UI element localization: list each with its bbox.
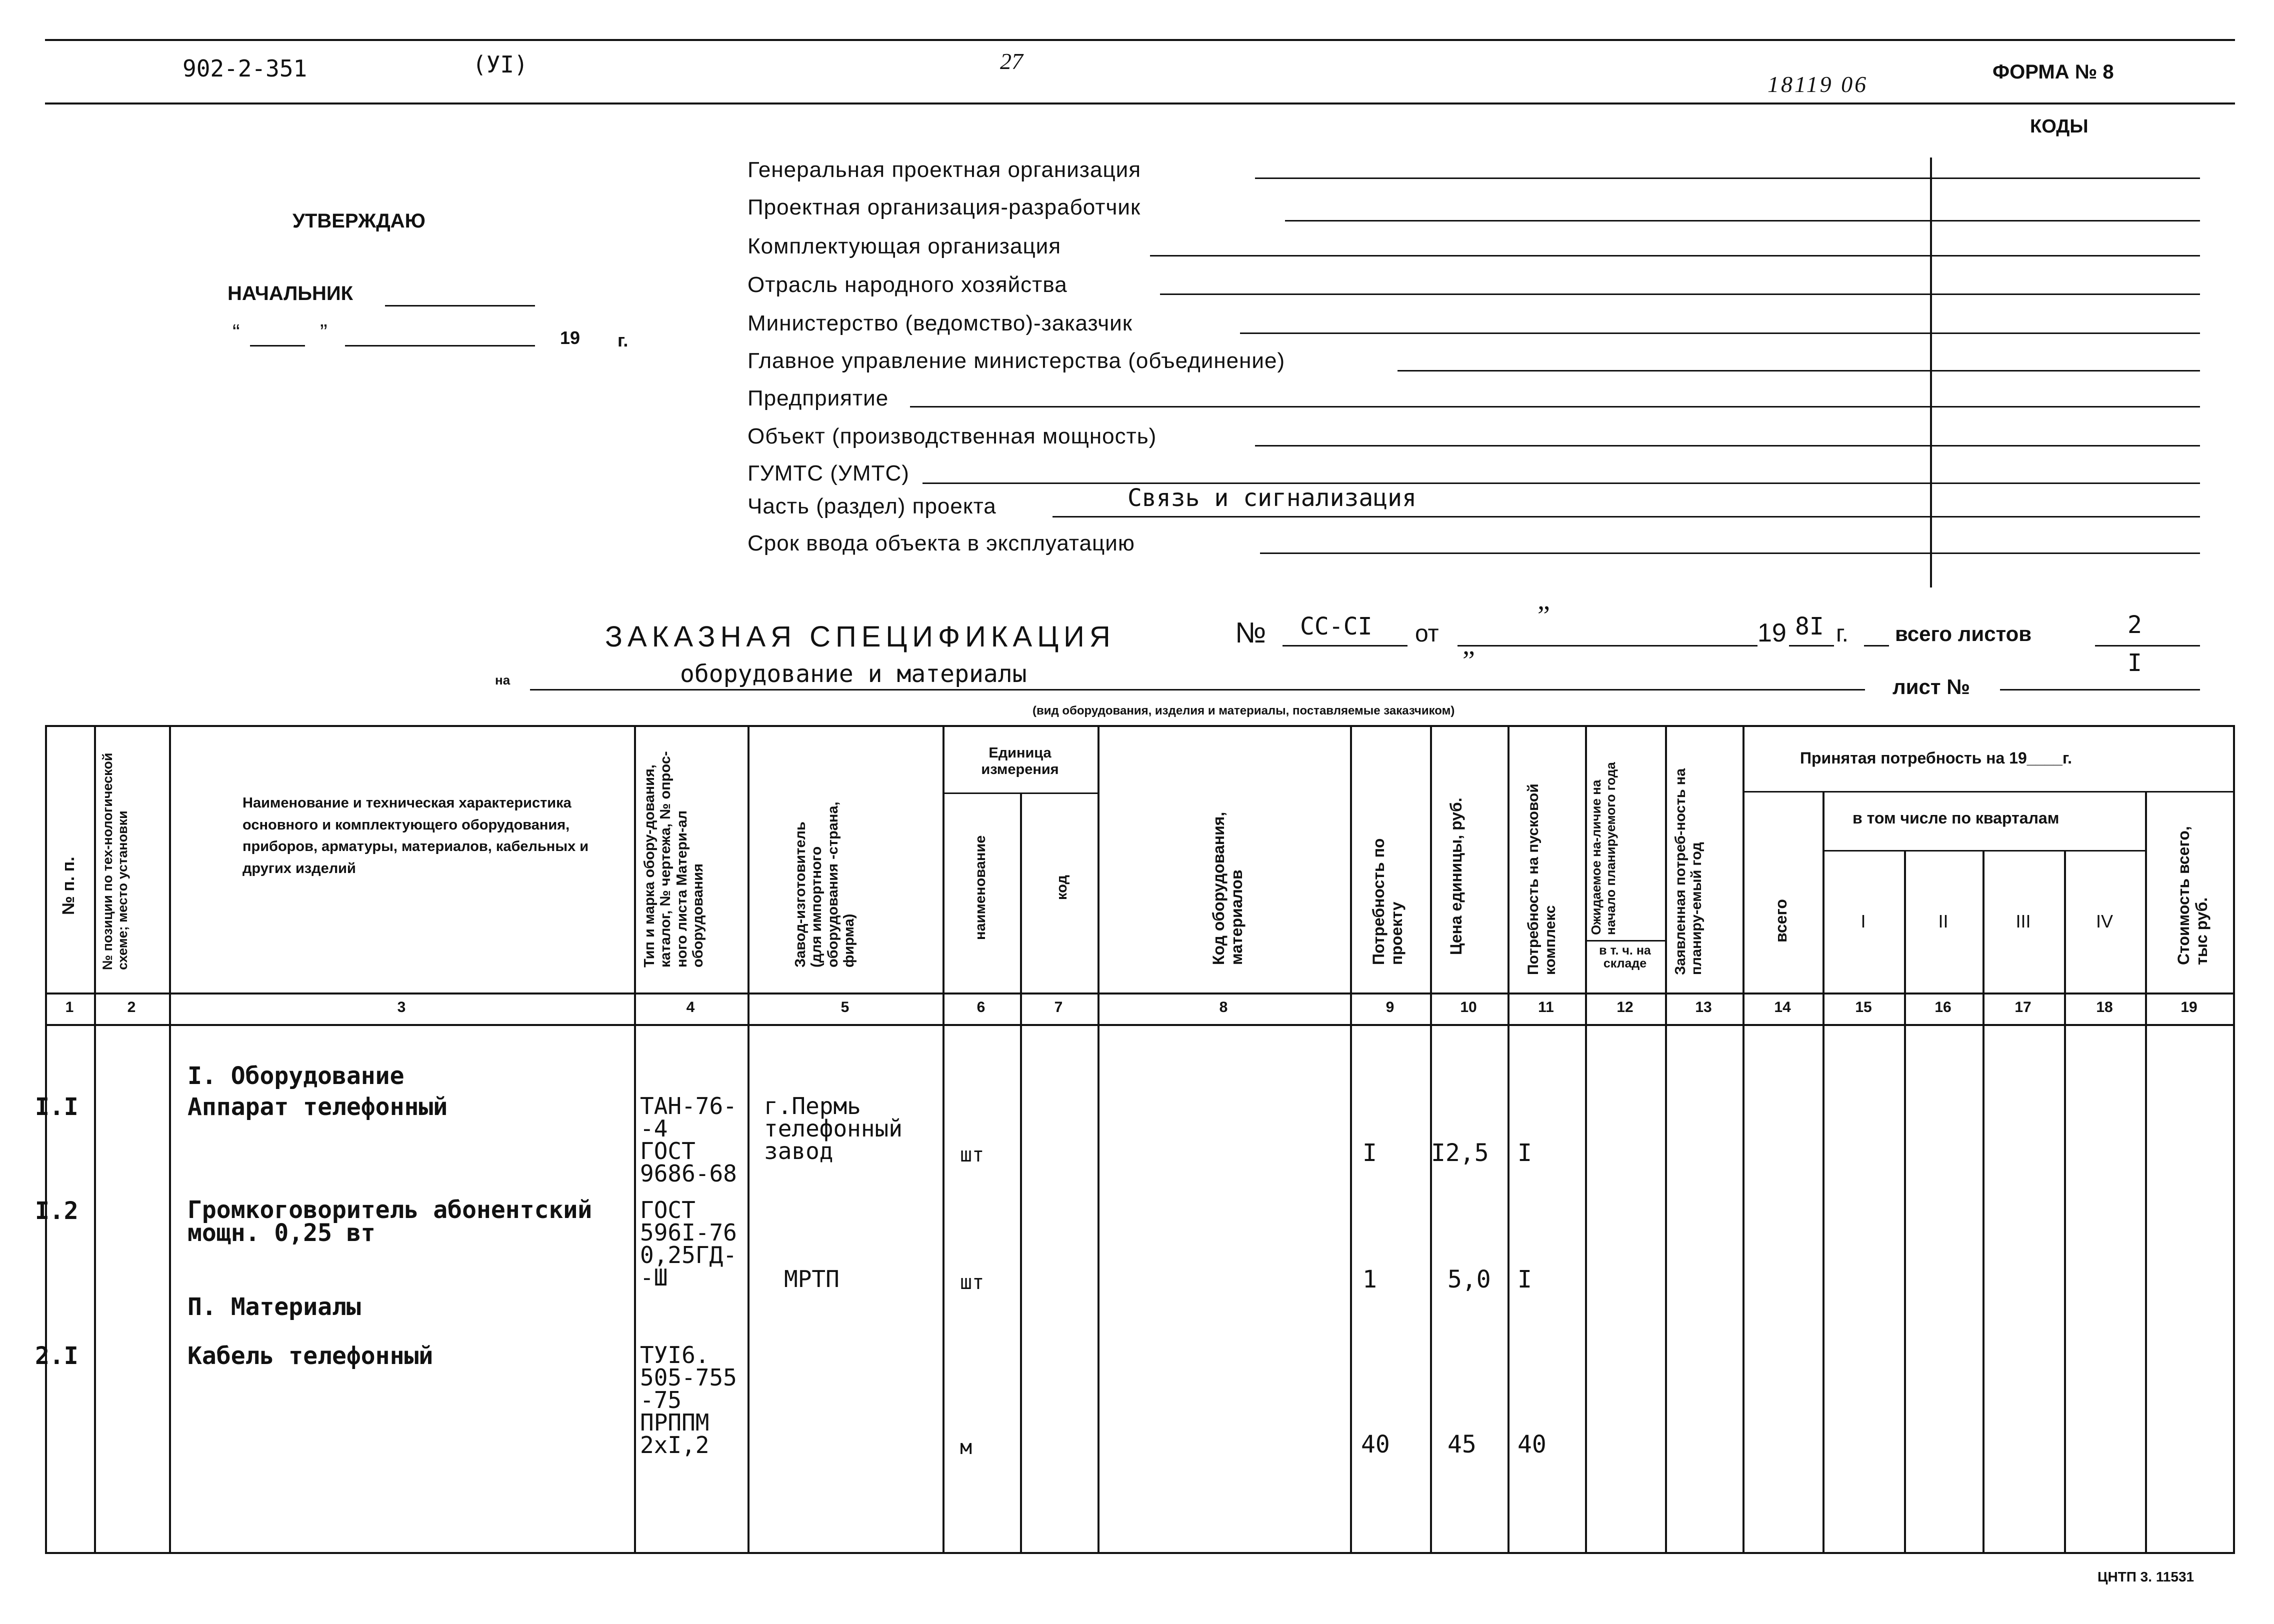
date-quote-close: ” xyxy=(320,320,328,344)
chief-signature-line xyxy=(385,305,535,306)
col-number: 9 xyxy=(1386,999,1394,1016)
item-price: 5,0 xyxy=(1448,1266,1491,1294)
col-number: 2 xyxy=(127,999,136,1016)
top-rule xyxy=(45,39,2235,41)
item-price: I2,5 xyxy=(1431,1139,1489,1167)
spec-year-prefix: 19 xyxy=(1758,618,1786,648)
header-material-code: Код оборудования, материалов xyxy=(1210,812,1246,965)
col-number: 19 xyxy=(2180,999,2198,1016)
item-start: I xyxy=(1518,1266,1532,1294)
col-line xyxy=(169,725,171,1552)
item-unit: шт xyxy=(960,1144,984,1166)
footer-code: ЦНТП 3. 11531 xyxy=(2098,1569,2194,1584)
col-line xyxy=(1982,850,1984,1552)
col-line xyxy=(1822,791,1824,1552)
spec-date-quote: ” xyxy=(1538,600,1550,632)
spec-date-line xyxy=(1458,645,1758,646)
col-line xyxy=(1350,725,1352,1552)
org-label: Министерство (ведомство)-заказчик xyxy=(748,311,1132,336)
col-line xyxy=(1098,725,1100,1552)
inventory-number: 18119 06 xyxy=(1768,72,1868,97)
col-number: 15 xyxy=(1855,999,1872,1016)
org-label: Комплектующая организация xyxy=(748,234,1062,258)
org-label: Часть (раздел) проекта xyxy=(748,494,996,518)
total-sheets-label: всего листов xyxy=(1895,622,2032,646)
stock-sub-rule xyxy=(1585,940,1665,942)
col-number: 8 xyxy=(1219,999,1228,1016)
date-day-line xyxy=(250,345,305,346)
col-number: 11 xyxy=(1538,999,1554,1016)
date-month-line xyxy=(345,345,535,346)
table-bottom-rule xyxy=(45,1552,2235,1554)
date-year-prefix: 19 xyxy=(560,328,580,348)
sheet-number-line xyxy=(2000,689,2200,690)
col-number: 17 xyxy=(2014,999,2032,1016)
item-plant: г.Пермь телефонный завод xyxy=(764,1092,902,1165)
chief-label: НАЧАЛЬНИК xyxy=(228,282,354,304)
subject-prefix: на xyxy=(495,672,510,688)
item-price: 45 xyxy=(1448,1430,1476,1458)
org-line xyxy=(1255,178,2200,179)
org-line xyxy=(1260,552,2200,554)
org-line xyxy=(1160,294,2200,295)
header-cost: Стоимость всего, тыс руб. xyxy=(2174,826,2210,965)
org-label: Главное управление министерства (объединение) xyxy=(748,348,1286,373)
subject-value: оборудование и материалы xyxy=(680,660,1027,688)
item-start: I xyxy=(1518,1139,1532,1167)
col-line xyxy=(1508,725,1510,1552)
col-number: 6 xyxy=(976,999,986,1016)
header-stock: в т. ч. на складе xyxy=(1599,944,1651,971)
item-type: ГОСТ 596I-76 0,25ГД- -Ш xyxy=(640,1196,737,1292)
item-name: Аппарат телефонный xyxy=(188,1093,448,1121)
header-quarters: в том числе по кварталам xyxy=(1852,809,2060,827)
sheet-number-label: лист № xyxy=(1892,675,1970,698)
col-line xyxy=(2145,791,2147,1552)
col-line xyxy=(2233,725,2235,1552)
col-number: 13 xyxy=(1695,999,1712,1016)
date-year-suffix: г. xyxy=(618,330,628,350)
item-type: ТУI6. 505-755 -75 ПРППМ 2хI,2 xyxy=(640,1342,737,1459)
header-total: всего xyxy=(1772,899,1790,942)
org-label: Отрасль народного хозяйства xyxy=(748,272,1068,297)
codes-label: КОДЫ xyxy=(2030,116,2088,137)
header-declared: Заявленная потреб-ность на планиру-емый год xyxy=(1672,768,1705,975)
org-line xyxy=(1398,370,2200,372)
col-number: 5 xyxy=(840,999,850,1016)
org-label: Предприятие xyxy=(748,386,889,410)
page-number: 27 xyxy=(1000,48,1023,74)
spec-year: 8I xyxy=(1795,612,1824,640)
header-q1: I xyxy=(1860,911,1866,932)
spec-number-line xyxy=(1282,645,1408,646)
item-name: Громкоговоритель абонентский мощн. 0,25 вт xyxy=(188,1196,592,1247)
header-rule xyxy=(45,102,2235,104)
org-line xyxy=(1240,332,2200,334)
col-number: 16 xyxy=(1934,999,1952,1016)
col-line xyxy=(1020,792,1022,1552)
item-start: 40 xyxy=(1518,1430,1546,1458)
org-line xyxy=(1285,220,2200,222)
org-line xyxy=(910,406,2200,408)
header-name: Наименование и техническая характеристика основного и комплектующего оборудования, приборов, арматуры, материалов, кабельных и других изделий xyxy=(242,795,589,876)
col-line xyxy=(1430,725,1432,1552)
row-number: I.I xyxy=(35,1093,78,1121)
total-sheets-line xyxy=(2095,645,2200,646)
table-number-rule xyxy=(45,1024,2235,1026)
col-number: 10 xyxy=(1460,999,1477,1016)
header-unit: Единица измерения xyxy=(981,745,1059,778)
codes-column-divider xyxy=(1930,158,1932,588)
org-line xyxy=(1150,255,2200,256)
org-line xyxy=(922,482,2200,484)
spec-from-label: от xyxy=(1415,620,1439,647)
spec-title: ЗАКАЗНАЯ СПЕЦИФИКАЦИЯ xyxy=(605,620,1116,653)
header-row-number: № п. п. xyxy=(59,856,78,915)
org-line xyxy=(1052,516,2200,518)
subject-caption: (вид оборудования, изделия и материалы, поставляемые заказчиком) xyxy=(1032,704,1455,718)
subject-line xyxy=(530,689,1865,690)
section-title: I. Оборудование xyxy=(188,1062,404,1090)
org-label: Генеральная проектная организация xyxy=(748,158,1142,182)
sheet-number: I xyxy=(2128,649,2142,677)
org-label: Срок ввода объекта в эксплуатацию xyxy=(748,531,1135,556)
spec-year-suffix: г. xyxy=(1836,620,1848,647)
col-line xyxy=(94,725,96,1552)
header-q2: II xyxy=(1938,911,1948,932)
col-line xyxy=(634,725,636,1552)
col-number: 7 xyxy=(1054,999,1063,1016)
section-title: П. Материалы xyxy=(188,1293,361,1321)
header-unit-code: код xyxy=(1054,875,1070,900)
header-position: № позиции по тех-нологической схеме; место установки xyxy=(100,752,130,970)
col-number: 1 xyxy=(65,999,74,1016)
header-type: Тип и марка обору-дования, каталог, № чертежа, № опрос-ного листа Матери-ал оборудования xyxy=(642,751,706,968)
spec-year-line xyxy=(1789,645,1834,646)
col-number: 18 xyxy=(2096,999,2113,1016)
spec-dash xyxy=(1864,645,1889,646)
header-q4: IV xyxy=(2096,911,2113,932)
col-line xyxy=(1585,725,1587,1552)
item-plant: МРТП xyxy=(784,1266,840,1292)
accepted-sub-rule xyxy=(1742,791,2235,792)
header-unit-name: наименование xyxy=(972,835,988,940)
spec-number: СС-СI xyxy=(1300,612,1372,640)
header-q3: III xyxy=(2016,911,2031,932)
org-label: Проектная организация-разработчик xyxy=(748,195,1141,220)
org-label: Объект (производственная мощность) xyxy=(748,424,1157,448)
item-need: 1 xyxy=(1362,1266,1377,1294)
col-number: 4 xyxy=(686,999,695,1016)
header-expected: Ожидаемое на-личие на начало планируемого года xyxy=(1588,762,1618,935)
form-number: ФОРМА № 8 xyxy=(1992,61,2114,83)
sheet-tag: (УI) xyxy=(472,51,528,78)
header-need: Потребность по проекту xyxy=(1370,838,1406,965)
date-quote-open: “ xyxy=(232,320,240,344)
org-label: ГУМТС (УМТС) xyxy=(748,461,910,486)
row-number: 2.I xyxy=(35,1342,78,1370)
row-number: I.2 xyxy=(35,1197,78,1225)
col-number: 12 xyxy=(1616,999,1634,1016)
org-line xyxy=(1255,445,2200,446)
col-number: 3 xyxy=(397,999,406,1016)
table-top-rule xyxy=(45,725,2235,727)
col-number: 14 xyxy=(1774,999,1791,1016)
header-plant: Завод-изготовитель (для импортного оборудования -страна, фирма) xyxy=(792,802,858,968)
header-price: Цена единицы, руб. xyxy=(1447,798,1465,955)
project-part-value: Связь и сигнализация xyxy=(1128,484,1416,512)
col-line xyxy=(942,725,944,1552)
item-name: Кабель телефонный xyxy=(188,1342,434,1370)
item-unit: м xyxy=(960,1436,972,1459)
col-line xyxy=(748,725,750,1552)
table-header-rule xyxy=(45,992,2235,994)
col-line xyxy=(1742,725,1744,1552)
col-line xyxy=(45,725,47,1552)
approve-title: УТВЕРЖДАЮ xyxy=(292,210,426,232)
header-accepted: Принятая потребность на 19____г. xyxy=(1800,749,2072,767)
col-line xyxy=(2064,850,2066,1552)
item-type: ТАН-76- -4 ГОСТ 9686-68 xyxy=(640,1092,737,1188)
item-unit: шт xyxy=(960,1271,984,1294)
doc-number: 902-2-351 xyxy=(182,55,308,82)
subject-quote: ” xyxy=(1462,646,1475,676)
spec-number-label: № xyxy=(1235,616,1266,649)
total-sheets: 2 xyxy=(2128,611,2142,639)
item-need: I xyxy=(1362,1139,1377,1167)
col-line xyxy=(1904,850,1906,1552)
col-line xyxy=(1665,725,1667,1552)
header-start: Потребность на пусковой комплекс xyxy=(1525,784,1558,975)
item-need: 40 xyxy=(1361,1430,1390,1458)
